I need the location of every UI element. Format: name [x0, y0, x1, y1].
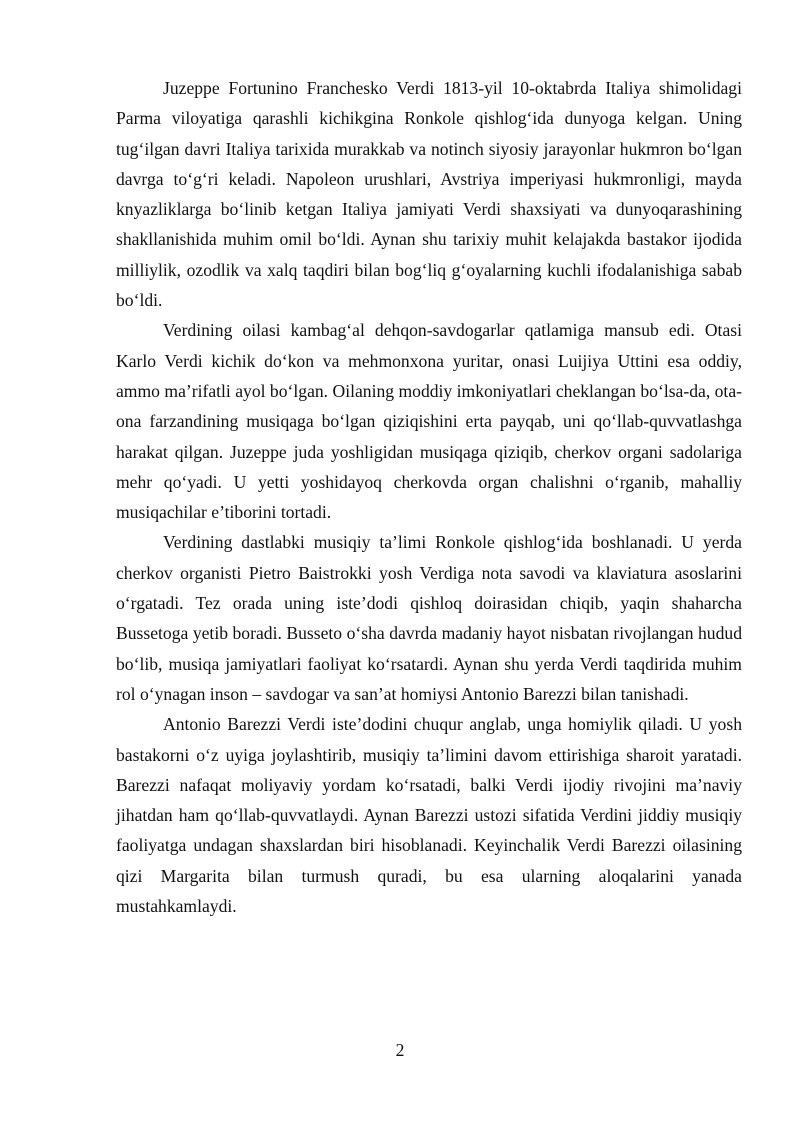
body-text [116, 73, 742, 921]
paragraph-2: Verdining oilasi kambag‘al dehqon-savdogarlar qatlamiga mansub edi. Otasi Karlo Verdi kichik do‘kon va mehmonxona yuritar, onasi Luijiya Uttini esa oddiy, ammo ma’rifatli ayol bo‘lgan. Oilaning moddiy imkoniyatlari cheklangan bo‘lsa-da, ota-ona farzandining musiqaga bo‘lgan qiziqishini erta payqab, uni qo‘llab-quvvatlashga harakat qilgan. Juzeppe juda yoshligidan musiqaga qiziqib, cherkov organi sadolariga mehr qo‘yadi. U yetti yoshidayoq cherkovda organ chalishni o‘rganib, mahalliy musiqachilar e’tiborini tortadi. [116, 320, 742, 523]
paragraph-4: Antonio Barezzi Verdi iste’dodini chuqur anglab, unga homiylik qiladi. U yosh bastakorni o‘z uyiga joylashtirib, musiqiy ta’limini davom ettirishiga sharoit yaratadi. Barezzi nafaqat moliyaviy yordam ko‘rsatadi, balki Verdi ijodiy rivojini ma’naviy jihatdan ham qo‘llab-quvvatlaydi. Aynan Barezzi ustozi sifatida Verdini jiddiy musiqiy faoliyatga undagan shaxslardan biri hisoblanadi. Keyinchalik Verdi Barezzi oilasining qizi Margarita bilan turmush quradi, bu esa ularning aloqalarini yanada mustahkamlaydi. [116, 714, 742, 917]
paragraph-3: Verdining dastlabki musiqiy ta’limi Ronkole qishlog‘ida boshlanadi. U yerda cherkov organisti Pietro Baistrokki yosh Verdiga nota savodi va klaviatura asoslarini o‘rgatadi. Tez orada uning iste’dodi qishloq doirasidan chiqib, yaqin shaharcha Bussetoga yetib boradi. Busseto o‘sha davrda madaniy hayot nisbatan rivojlangan hudud bo‘lib, musiqa jamiyatlari faoliyat ko‘rsatardi. Aynan shu yerda Verdi taqdirida muhim rol o‘ynagan inson – savdogar va san’at homiysi Antonio Barezzi bilan tanishadi. [116, 532, 742, 704]
page-number: 2 [395, 1040, 405, 1060]
paragraph-1: Juzeppe Fortunino Franchesko Verdi 1813-yil 10-oktabrda Italiya shimolidagi Parma viloyatiga qarashli kichikgina Ronkole qishlog‘ida dunyoga kelgan. Uning tug‘ilgan davri Italiya tarixida murakkab va notinch siyosiy jarayonlar hukmron bo‘lgan davrga to‘g‘ri keladi. Napoleon urushlari, Avstriya imperiyasi hukmronligi, mayda knyazliklarga bo‘linib ketgan Italiya jamiyati Verdi shaxsiyati va dunyoqarashining shakllanishida muhim omil bo‘ldi. Aynan shu tarixiy muhit kelajakda bastakor ijodida milliylik, ozodlik va xalq taqdiri bilan bog‘liq g‘oyalarning kuchli ifodalanishiga sabab bo‘ldi. [116, 78, 742, 311]
